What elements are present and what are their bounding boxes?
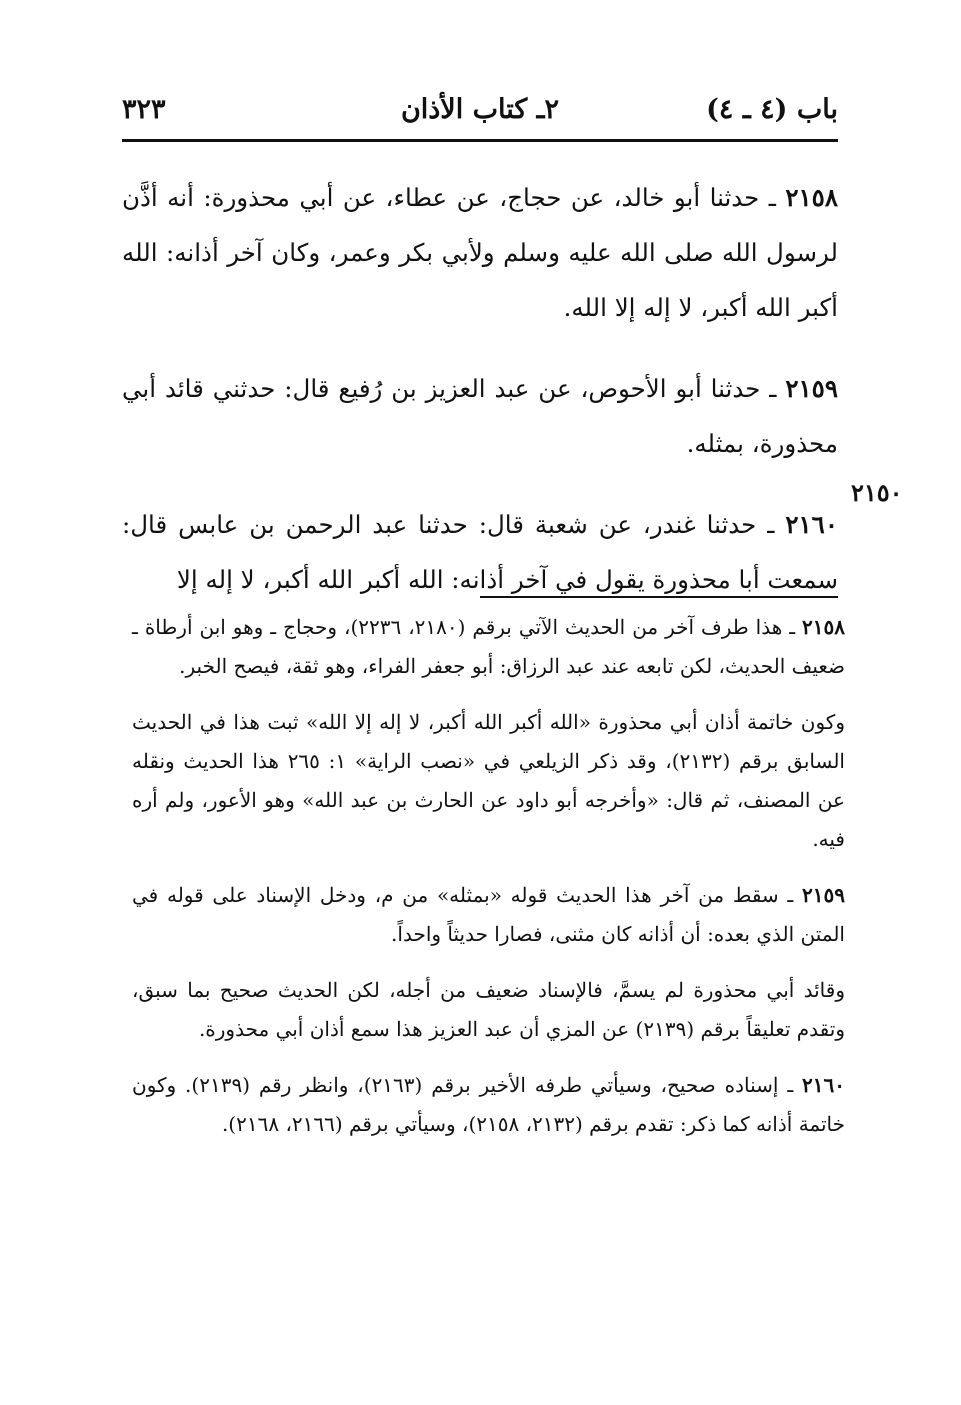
footnote-number: ٢١٥٩ — [802, 883, 845, 907]
footnote — [132, 608, 845, 686]
hadith-entry — [122, 361, 838, 471]
hadith-text: ـ حدثنا غندر، عن شعبة قال: حدثنا عبد الرحمن بن عابس قال: سمعت أبا محذورة يقول في آخر أذانه: الله أكبر الله أكبر، لا إله إلا — [122, 510, 838, 594]
margin-reference-number: ٢١٥٠ — [851, 478, 903, 507]
hadith-entry — [122, 170, 838, 335]
footnote — [132, 1066, 845, 1144]
hadith-text: ـ حدثنا أبو خالد، عن حجاج، عن عطاء، عن أبي محذورة: أنه أذَّن لرسول الله صلى الله عليه وسلم ولأبي بكر وعمر، وكان آخر أذانه: الله أكبر الله أكبر، لا إله إلا الله. — [122, 183, 838, 322]
hadith-number: ٢١٦٠ — [785, 510, 838, 539]
page-number: ٣٢٣ — [122, 94, 166, 125]
footnote-text: ـ هذا طرف آخر من الحديث الآتي برقم (٢١٨٠، ٢٢٣٦)، وحجاج ـ وهو ابن أرطاة ـ ضعيف الحديث، لكن تابعه عند عبد الرزاق: أبو جعفر الفراء، وهو ثقة، فيصح الخبر. — [132, 615, 845, 678]
hadith-number: ٢١٥٩ — [785, 374, 838, 403]
footnote — [132, 876, 845, 954]
running-header — [122, 88, 838, 142]
footnote-text: ـ إسناده صحيح، وسيأتي طرفه الأخير برقم (٢١٦٣)، وانظر رقم (٢١٣٩). وكون خاتمة أذانه كما ذكر: تقدم برقم (٢١٣٢، ٢١٥٨)، وسيأتي برقم (٢١٦٦، ٢١٦٨). — [132, 1073, 845, 1136]
book-title: ٢ـ كتاب الأذان — [400, 94, 560, 125]
header-rule — [122, 139, 838, 142]
footnote-text: وكون خاتمة أذان أبي محذورة «الله أكبر الله أكبر، لا إله إلا الله» ثبت هذا في الحديث السابق برقم (٢١٣٢)، وقد ذكر الزيلعي في «نصب الراية» ١: ٢٦٥ هذا الحديث ونقله عن المصنف، ثم قال: «وأخرجه أبو داود عن الحارث بن عبد الله» وهو الأعور، ولم أره فيه. — [132, 710, 845, 851]
hadith-text: ـ حدثنا أبو الأحوص، عن عبد العزيز بن رُفيع قال: حدثني قائد أبي محذورة، بمثله. — [122, 374, 838, 458]
footnotes — [132, 608, 845, 1161]
chapter-label: باب (٤ ـ ٤) — [706, 94, 838, 125]
footnote-number: ٢١٥٨ — [802, 615, 846, 639]
footnote-separator — [480, 596, 838, 598]
footnote-text: وقائد أبي محذورة لم يسمَّ، فالإسناد ضعيف من أجله، لكن الحديث صحيح بما سبق، وتقدم تعليقاً برقم (٢١٣٩) عن المزي أن عبد العزيز هذا سمع أذان أبي محذورة. — [132, 978, 845, 1041]
hadith-entry — [122, 497, 838, 607]
footnote-number: ٢١٦٠ — [802, 1073, 845, 1097]
footnote — [132, 971, 845, 1049]
main-text — [122, 170, 838, 633]
hadith-number: ٢١٥٨ — [785, 183, 838, 212]
footnote — [132, 703, 845, 859]
footnote-text: ـ سقط من آخر هذا الحديث قوله «بمثله» من م، ودخل الإسناد على قوله في المتن الذي بعده: أن أذانه كان مثنى، فصارا حديثاً واحداً. — [132, 883, 845, 946]
